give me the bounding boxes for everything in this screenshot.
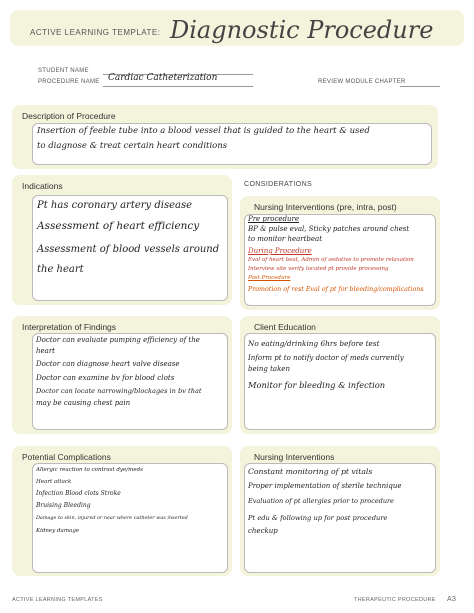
nursing-pre-intra-post-section bbox=[240, 196, 440, 310]
module-chapter-label: REVIEW MODULE CHAPTER bbox=[318, 79, 406, 85]
indications-section bbox=[12, 175, 232, 305]
procedure-name-label: PROCEDURE NAME bbox=[38, 79, 100, 85]
findings-line: Doctor can evaluate pumping efficiency of the bbox=[36, 336, 200, 344]
complications-title: Potential Complications bbox=[22, 452, 111, 462]
nursing-pre-intra-post-title: Nursing Interventions (pre, intra, post) bbox=[254, 202, 397, 212]
student-name-label: STUDENT NAME bbox=[38, 68, 89, 74]
post-procedure-label: Post Procedure bbox=[248, 275, 291, 281]
pre-procedure-label: Pre procedure bbox=[248, 215, 300, 223]
template-label: ACTIVE LEARNING TEMPLATE: bbox=[30, 28, 161, 37]
findings-line: Doctor can diagnose heart valve disease bbox=[36, 360, 180, 368]
indications-title: Indications bbox=[22, 181, 63, 191]
description-section bbox=[12, 105, 438, 169]
nursing-interventions-section bbox=[240, 446, 440, 576]
client-education-section bbox=[240, 316, 440, 434]
interventions-line: checkup bbox=[248, 527, 278, 535]
indications-line: Pt has coronary artery disease bbox=[37, 200, 193, 211]
complications-card[interactable] bbox=[32, 463, 228, 573]
template-header bbox=[10, 10, 464, 46]
interventions-line: Constant monitoring of pt vitals bbox=[248, 467, 373, 476]
during-procedure-line: Eval of heart beat, Admin of sedative to promote relaxation bbox=[248, 257, 414, 263]
template-title: Diagnostic Procedure bbox=[170, 16, 434, 44]
education-line: being taken bbox=[248, 365, 290, 373]
complications-section bbox=[12, 446, 232, 576]
considerations-label: CONSIDERATIONS bbox=[244, 181, 313, 188]
findings-card[interactable] bbox=[32, 333, 228, 430]
footer-page: A3 bbox=[447, 596, 457, 603]
findings-line: heart bbox=[36, 347, 55, 355]
description-line: to diagnose & treat certain heart conditions bbox=[37, 141, 228, 151]
nursing-interventions-title: Nursing Interventions bbox=[254, 452, 335, 462]
post-procedure-line: Promotion of rest Eval of pt for bleeding/complications bbox=[248, 286, 424, 293]
client-education-card[interactable] bbox=[244, 333, 436, 430]
complications-line: Damage to skin, injured or near where catheter was inserted bbox=[36, 515, 188, 521]
footer-left: ACTIVE LEARNING TEMPLATES bbox=[12, 597, 103, 603]
module-chapter-field[interactable] bbox=[400, 86, 440, 87]
nursing-interventions-card[interactable] bbox=[244, 463, 436, 573]
during-procedure-line: Interview site verify located pt provide processing bbox=[248, 266, 389, 272]
complications-line: Allergic reaction to contrast dye/meds bbox=[36, 467, 143, 473]
indications-line: the heart bbox=[37, 264, 84, 275]
client-education-title: Client Education bbox=[254, 322, 316, 332]
footer-right: THERAPEUTIC PROCEDURE bbox=[354, 597, 436, 603]
interventions-line: Proper implementation of sterile technique bbox=[248, 482, 402, 490]
findings-title: Interpretation of Findings bbox=[22, 322, 117, 332]
interventions-line: Pt edu & following up for post procedure bbox=[248, 514, 388, 522]
description-line: Insertion of feeble tube into a blood vessel that is guided to the heart & used bbox=[37, 126, 370, 136]
indications-line: Assessment of heart efficiency bbox=[37, 220, 200, 232]
during-procedure-label: During Procedure bbox=[248, 247, 312, 255]
procedure-name-value: Cardiac Catheterization bbox=[108, 73, 218, 83]
complications-line: Heart attack bbox=[36, 479, 72, 485]
education-line: No eating/drinking 6hrs before test bbox=[248, 339, 380, 348]
complications-line: Infection Blood clots Stroke bbox=[36, 490, 121, 497]
findings-section bbox=[12, 316, 232, 434]
interventions-line: Evaluation of pt allergies prior to procedure bbox=[248, 497, 394, 505]
pre-procedure-line: BP & pulse eval, Sticky patches around chest bbox=[248, 225, 410, 233]
education-line: Monitor for bleeding & infection bbox=[248, 380, 386, 390]
description-title: Description of Procedure bbox=[22, 111, 116, 121]
education-line: Inform pt to notify doctor of meds currently bbox=[248, 354, 404, 362]
findings-line: Doctor can locate narrowing/blockages in bv that bbox=[36, 387, 202, 395]
findings-line: may be causing chest pain bbox=[36, 399, 131, 407]
description-card[interactable] bbox=[32, 123, 432, 165]
nursing-pre-intra-post-card[interactable] bbox=[244, 214, 436, 306]
indications-card[interactable] bbox=[32, 195, 228, 301]
procedure-name-field[interactable] bbox=[103, 86, 253, 87]
indications-line: Assessment of blood vessels around bbox=[37, 244, 220, 255]
findings-line: Doctor can examine bv for blood clots bbox=[36, 373, 175, 382]
complications-line: Bruising Bleeding bbox=[36, 502, 91, 509]
complications-line: Kidney damage bbox=[36, 528, 80, 534]
pre-procedure-line: to monitor heartbeat bbox=[248, 235, 323, 243]
